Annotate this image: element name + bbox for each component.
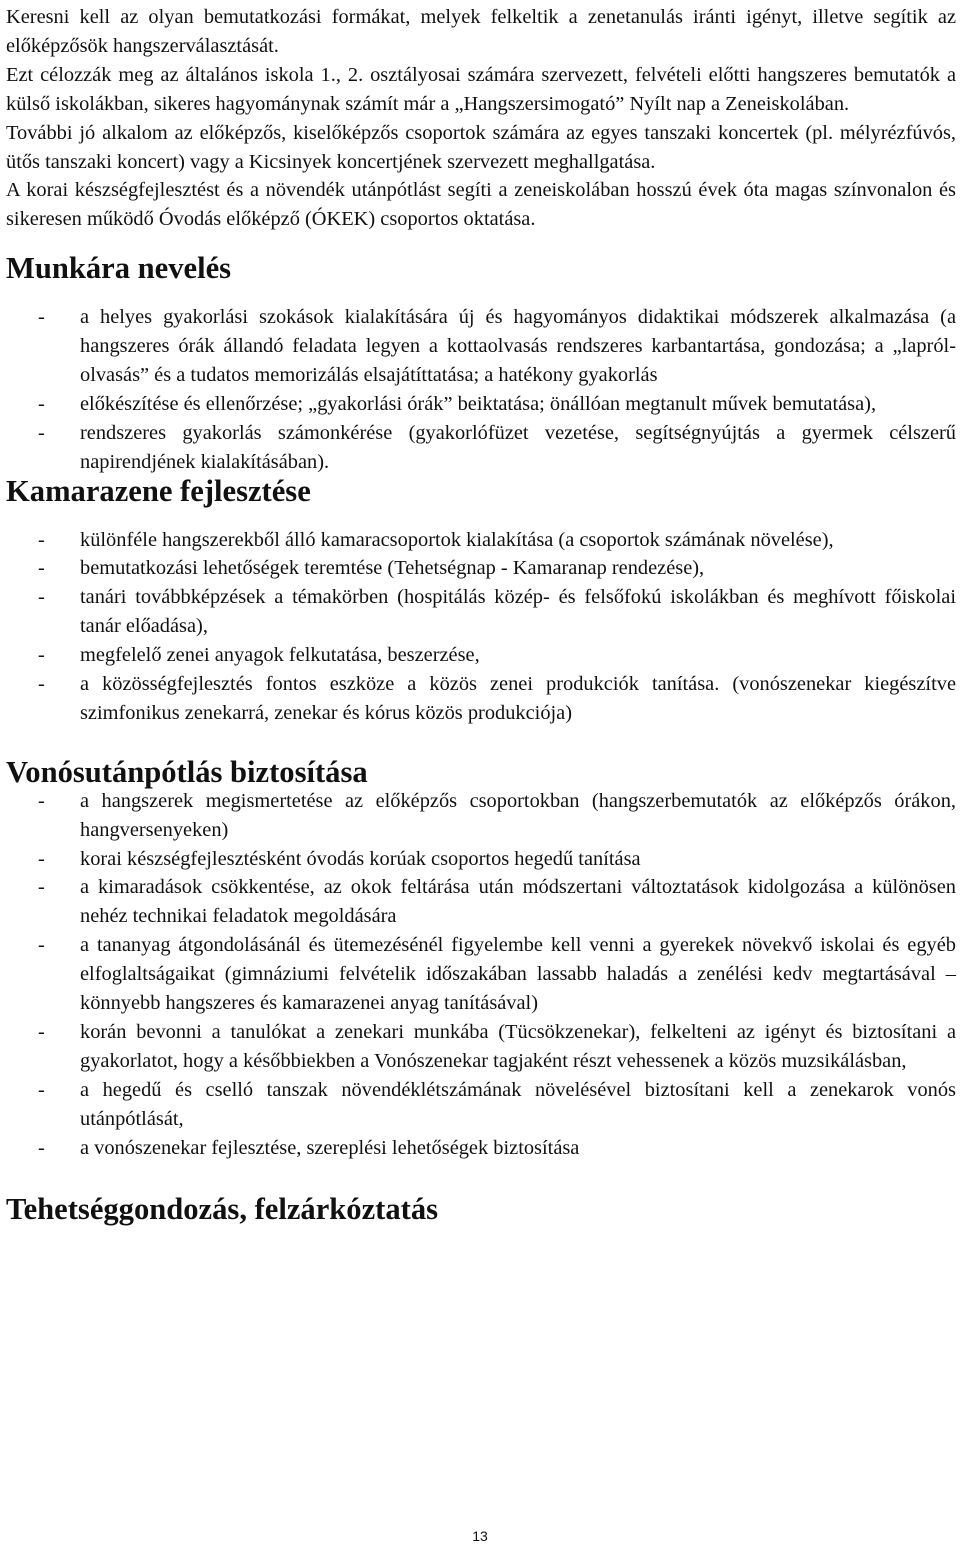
list-marker: - xyxy=(38,673,45,696)
section-heading-tehetseg: Tehetséggondozás, felzárkóztatás xyxy=(6,1191,439,1226)
list-marker: - xyxy=(38,934,45,957)
list-item xyxy=(6,303,956,390)
list-marker: - xyxy=(38,789,45,812)
list-item-text: korán bevonni a tanulókat a zenekari munkába (Tücsökzenekar), felkelteni az igényt és biztosítani a gyakorlatot, hogy a későbbiekben a Vonószenekar tagjaként részt vehessenek a közös muzsikálásban, xyxy=(80,1021,956,1072)
section-heading-kamara: Kamarazene fejlesztése xyxy=(6,473,311,508)
list-item xyxy=(6,390,956,419)
list-item xyxy=(6,787,956,845)
list-item xyxy=(6,845,956,874)
list-item xyxy=(6,554,956,583)
list-marker: - xyxy=(38,557,45,580)
list-vonos xyxy=(6,787,956,1163)
list-marker: - xyxy=(38,644,45,667)
list-item-text: rendszeres gyakorlás számonkérése (gyakorlófüzet vezetése, segítségnyújtás a gyermek célszerű napirendjének kialakításában). xyxy=(80,421,956,473)
list-item xyxy=(6,1018,956,1076)
list-marker: - xyxy=(38,847,45,870)
list-item-text: a vonószenekar fejlesztése, szereplési lehetőségek biztosítása xyxy=(80,1136,580,1159)
list-item-text: a helyes gyakorlási szokások kialakítására új és hagyományos didaktikai módszerek alkalmazása (a hangszeres órák állandó feladata legyen a kottaolvasás rendszeres karbantartása, gondozása; a „lapról-olvasás” és a tudatos memorizálás elsajátíttatása; a hatékony gyakorlás xyxy=(80,306,956,386)
list-marker: - xyxy=(38,1078,45,1101)
list-marker: - xyxy=(38,1136,45,1159)
list-kamara xyxy=(6,526,956,728)
list-marker: - xyxy=(38,1021,45,1043)
intro-paragraph-2: Ezt célozzák meg az általános iskola 1., 2. osztályosai számára szervezett, felvételi előtti hangszeres bemutatók a külső iskolákban, sikeres hagyománynak számít már a „Hangszersimogató” Nyílt nap a Zeneiskolában. xyxy=(6,63,956,115)
list-item xyxy=(6,1134,956,1163)
page-number: 13 xyxy=(472,1528,488,1544)
intro-paragraph-4: A korai készségfejlesztést és a növendék utánpótlást segíti a zeneiskolában hosszú évek óta magas színvonalon és sikeresen működő Óvodás előképző (ÓKEK) csoportos oktatása. xyxy=(6,179,956,231)
list-item xyxy=(6,1076,956,1134)
list-item-text: a hangszerek megismertetése az előképzős csoportokban (hangszerbemutatók az előképzős órákon, hangversenyeken) xyxy=(80,789,956,841)
intro-paragraph-1: Keresni kell az olyan bemutatkozási formákat, melyek felkeltik a zenetanulás iránti igényt, illetve segítik az előképzősök hangszerválasztását. xyxy=(6,6,956,57)
list-marker: - xyxy=(38,392,45,415)
list-marker: - xyxy=(38,528,45,551)
list-item xyxy=(6,419,956,477)
list-marker: - xyxy=(38,876,45,899)
list-item-text: megfelelő zenei anyagok felkutatása, beszerzése, xyxy=(80,644,480,667)
list-item-text: bemutatkozási lehetőségek teremtése (Tehetségnap - Kamaranap rendezése), xyxy=(80,557,705,580)
list-item xyxy=(6,583,956,641)
list-item-text: a hegedű és cselló tanszak növendéklétszámának növelésével biztosítani kell a zenekarok vonós utánpótlását, xyxy=(80,1078,956,1130)
list-item-text: különféle hangszerekből álló kamaracsoportok kialakítása (a csoportok számának növelése), xyxy=(80,528,834,551)
section-heading-vonos: Vonósutánpótlás biztosítása xyxy=(6,754,368,789)
list-item xyxy=(6,641,956,670)
intro-paragraph-3: További jó alkalom az előképzős, kiselőképzős csoportok számára az egyes tanszaki koncertek (pl. mélyrézfúvós, ütős tanszaki koncert) vagy a Kicsinyek koncertjének szervezett meghallgatása. xyxy=(6,121,956,173)
list-item xyxy=(6,873,956,931)
list-item xyxy=(6,670,956,728)
list-item xyxy=(6,931,956,1018)
list-marker: - xyxy=(38,421,45,444)
list-item-text: tanári továbbképzések a témakörben (hospitálás közép- és felsőfokú iskolákban és meghívott főiskolai tanár előadása), xyxy=(80,586,956,638)
list-item-text: a kimaradások csökkentése, az okok feltárása után módszertani változtatások kidolgozása a különösen nehéz technikai feladatok megoldására xyxy=(80,876,956,928)
list-item-text: előkészítése és ellenőrzése; „gyakorlási órák” beiktatása; önállóan megtanult művek bemutatása), xyxy=(80,392,877,415)
list-item-text: korai készségfejlesztésként óvodás korúak csoportos hegedű tanítása xyxy=(80,847,641,870)
section-heading-munka: Munkára nevelés xyxy=(6,251,232,286)
list-item-text: a tananyag átgondolásánál és ütemezésénél figyelembe kell venni a gyerekek növekvő iskolai és egyéb elfoglaltságaikat (gimnáziumi felvételik időszakában lassabb haladás a zenélési kedv megtartásával – könnyebb hangszeres és kamarazenei anyag tanításával) xyxy=(80,934,956,1015)
list-item xyxy=(6,526,956,555)
list-item-text: a közösségfejlesztés fontos eszköze a közös zenei produkciók tanítása. (vonószenekar kiegészítve szimfonikus zenekarrá, zenekar és kórus közös produkciója) xyxy=(80,673,956,724)
document-page xyxy=(6,3,956,1226)
list-marker: - xyxy=(38,306,45,329)
list-munka xyxy=(6,303,956,476)
list-marker: - xyxy=(38,586,45,609)
